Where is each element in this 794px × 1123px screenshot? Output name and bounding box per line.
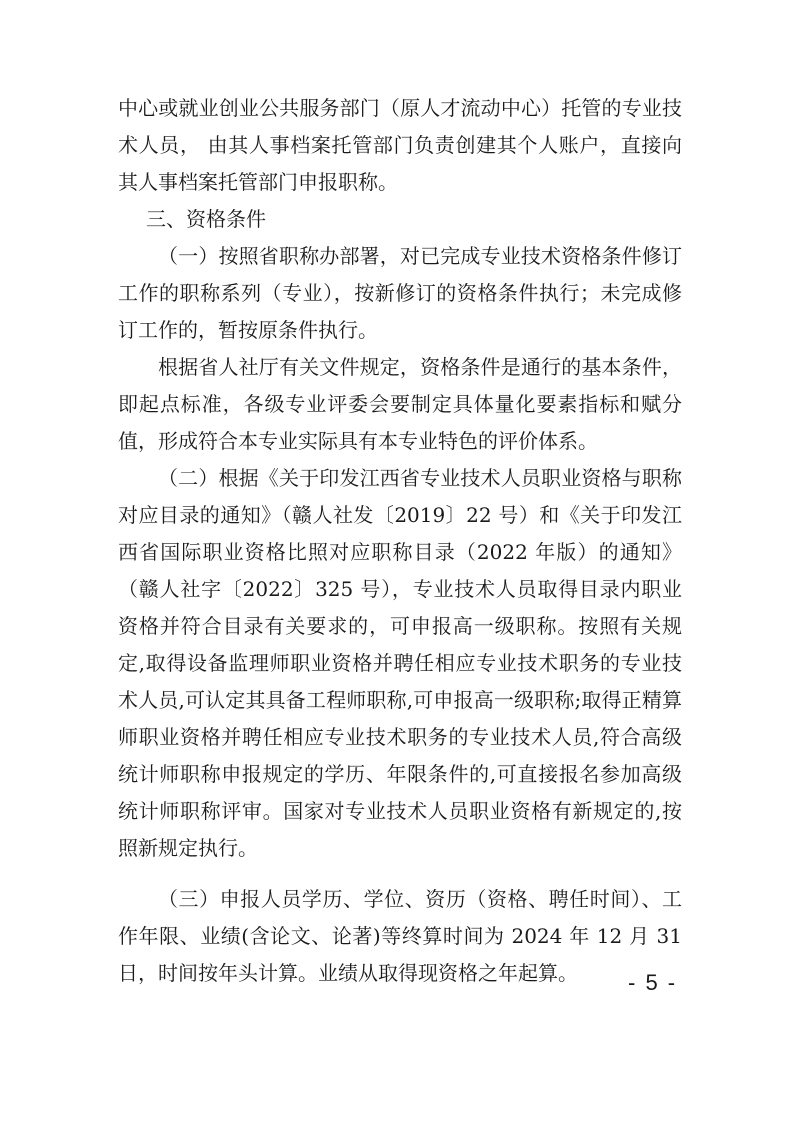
page-number: - 5 -: [628, 970, 678, 995]
paragraph-item-2: （二）根据《关于印发江西省专业技术人员职业资格与职称对应目录的通知》（赣人社发〔2019〕22 号）和《关于印发江西省国际职业资格比照对应职称目录（2022 年版）的通知》（赣人社字〔2022〕325 号），专业技术人员取得目录内职业资格并符合目录有关要求的，可申报高一级职称。按照有关规定,取得设备监理师职业资格并聘任相应专业技术职务的专业技术人员,可认定其具备工程师职称,可申报高一级职称;取得正精算师职业资格并聘任相应专业技术职务的专业技术人员,符合高级统计师职称申报规定的学历、年限条件的,可直接报名参加高级统计师职称评审。国家对专业技术人员职业资格有新规定的,按照新规定执行。: [118, 466, 682, 860]
paragraph-continued: 中心或就业创业公共服务部门（原人才流动中心）托管的专业技术人员， 由其人事档案托管部门负责创建其个人账户，直接向其人事档案托管部门申报职称。: [118, 96, 682, 194]
paragraph-basic-conditions: 根据省人社厅有关文件规定，资格条件是通行的基本条件，即起点标准，各级专业评委会要制定具体量化要素指标和赋分值，形成符合本专业实际具有本专业特色的评价体系。: [118, 355, 682, 453]
document-body: [118, 90, 682, 992]
paragraph-item-3: （三）申报人员学历、学位、资历（资格、聘任时间）、工作年限、业绩(含论文、论著)等终算时间为 2024 年 12 月 31 日，时间按年头计算。业绩从取得现资格之年起算。: [118, 887, 682, 985]
paragraph-item-1: （一）按照省职称办部署，对已完成专业技术资格条件修订工作的职称系列（专业），按新修订的资格条件执行；未完成修订工作的，暂按原条件执行。: [118, 244, 682, 342]
section-heading-qualification: 三、资格条件: [146, 207, 266, 231]
